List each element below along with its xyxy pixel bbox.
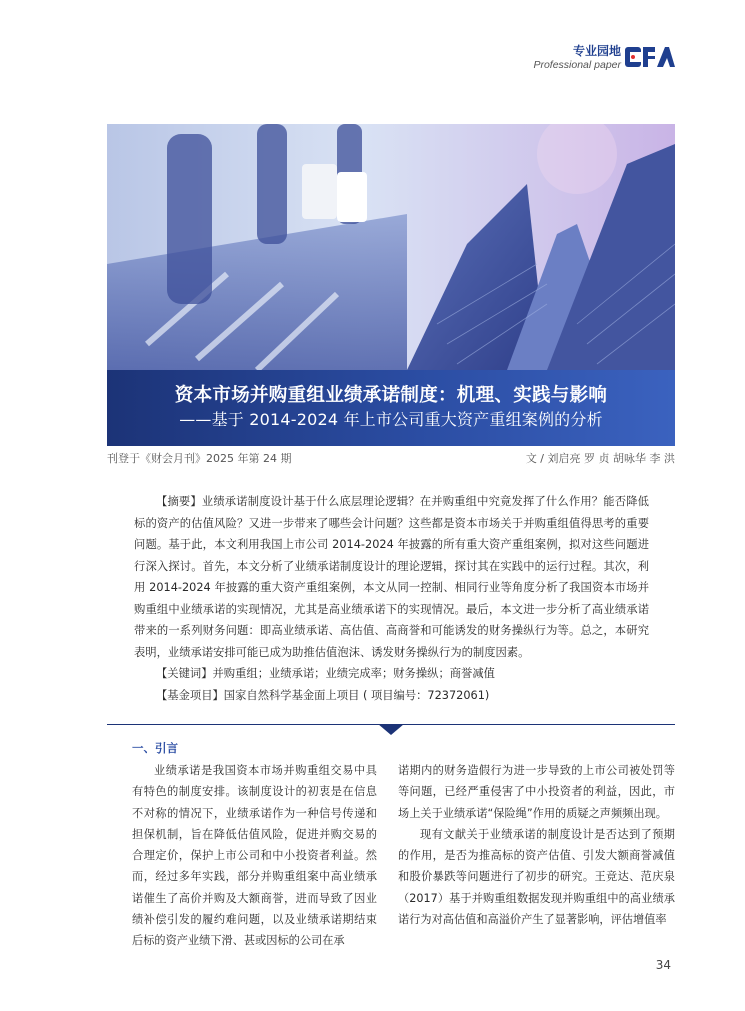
article-title: 资本市场并购重组业绩承诺制度：机理、实践与影响 [174,385,608,406]
fund-text: 国家自然科学基金面上项目 ( 项目编号：72372061) [223,688,490,702]
title-band [107,370,675,446]
keywords-label: 【关键词】 [156,667,213,680]
author-list: 文 / 刘启亮 罗 贞 胡咏华 李 洪 [525,452,675,465]
abstract-text: 业绩承诺制度设计基于什么底层理论逻辑？在并购重组中究竟发挥了什么作用？能否降低标的资产的估值风险？又进一步带来了哪些会计问题？这些都是资本市场关于并购重组值得思考的重要问题。基于此，本文利用我国上市公司 2014-2024 年披露的所有重大资产重组案例，拟对这些问题进行深入探讨。首先，本文分析了业绩承诺制度设计的理论逻辑，探讨其在实践中的运行过程。其次，利用 2014-2024 年披露的重大资产重组案例，本文从同一控制、相同行业等角度分析了我国资本市场并购重组中业绩承诺的实现情况，尤其是高业绩承诺下的实现情况。最后，本文进一步分析了高业绩承诺带来的一系列财务问题：即高业绩承诺、高估值、高商誉和可能诱发的财务操纵行为等。总之，本研究表明，业绩承诺安排可能已成为助推估值泡沫、诱发财务操纵行为的制度因素。 [134,495,649,659]
body-paragraph: 业绩承诺是我国资本市场并购重组交易中具有特色的制度安排。该制度设计的初衷是在信息不对称的情况下，业绩承诺作为一种信号传递和担保机制，旨在降低估值风险，促进并购交易的合理定价，保护上市公司和中小投资者利益。然而，经过多年实践，部分并购重组案中高业绩承诺催生了高价并购及大额商誉，进而导致了因业绩补偿引发的履约难问题，以及业绩承诺期结束后标的资产业绩下滑、甚或因标的公司在承 [132,764,377,948]
abstract-label: 【摘要】 [156,495,202,508]
body-paragraph: 诺期内的财务造假行为进一步导致的上市公司被处罚等等问题，已经严重侵害了中小投资者的利益，因此，市场上关于业绩承诺“保险绳”作用的质疑之声频频出现。 [398,764,675,820]
body-paragraph: 现有文献关于业绩承诺的制度设计是否达到了预期的作用，是否为推高标的资产估值、引发大额商誉减值和股价暴跌等问题进行了初步的研究。王竞达、范庆泉（2017）基于并购重组数据发现并购重组中的高业绩承诺行为对高估值和高溢价产生了显著影响，评估增值率 [398,827,675,927]
cfa-logo [625,44,675,70]
hero-image [107,124,675,446]
section-label-cn: 专业园地 [572,44,621,58]
body-column-left [132,760,377,952]
section-label-en: Professional paper [533,59,621,71]
article-subtitle: ——基于 2014-2024 年上市公司重大资产重组案例的分析 [179,410,603,429]
keywords-text: 并购重组；业绩承诺；业绩完成率；财务操纵；商誉减值 [212,667,495,680]
body-column-right [398,760,675,930]
fund-line [134,685,649,707]
abstract-paragraph [134,491,649,663]
keywords-line [134,663,649,685]
page-number: 34 [655,958,671,972]
fund-label: 【基金项目】 [156,688,224,702]
divider-marker-icon [378,724,404,735]
abstract-block [134,491,649,706]
section-header [533,44,621,72]
section-heading: 一、引言 [132,741,178,755]
publication-source: 刊登于《财会月刊》2025 年第 24 期 [107,452,292,465]
